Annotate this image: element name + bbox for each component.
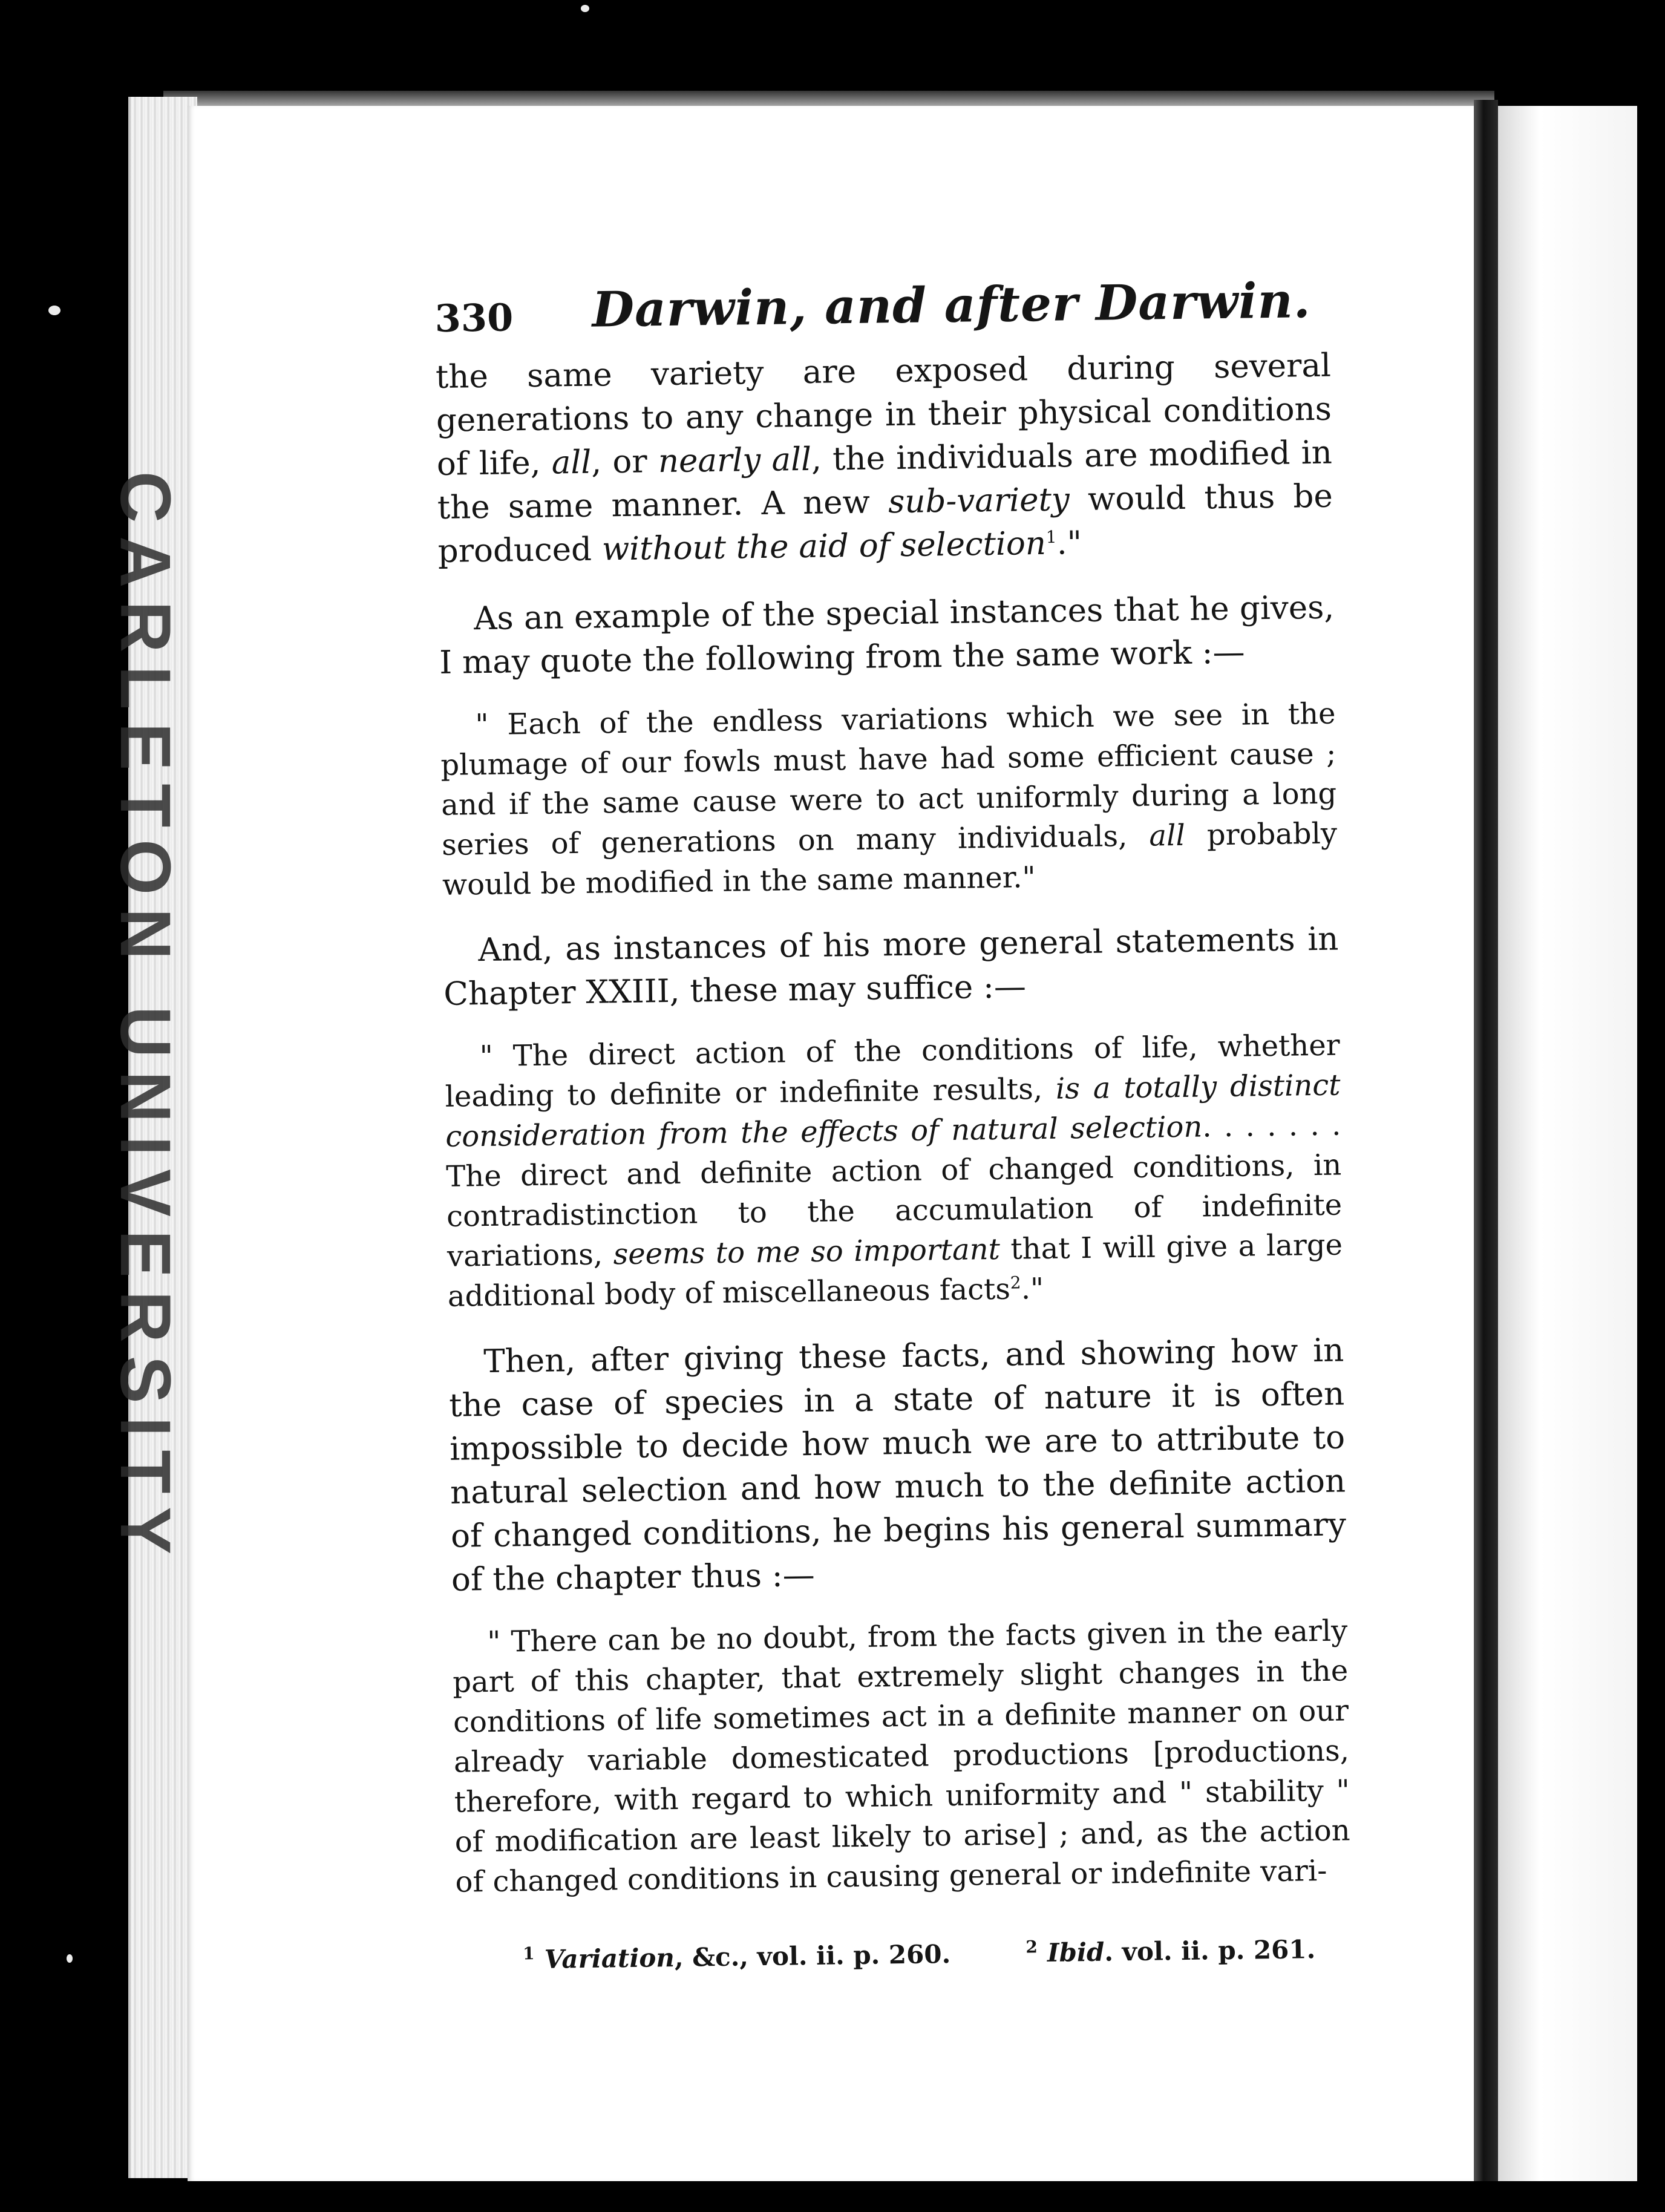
library-stamp <box>100 471 191 1568</box>
footnote-reference: 1 <box>1045 526 1057 548</box>
footnote <box>1025 1933 1315 1968</box>
text-run: ." <box>1021 1271 1044 1306</box>
footnote <box>523 1938 951 1974</box>
text-run: ." <box>1056 525 1082 562</box>
text-run: " The direct action of the conditions of life, whether leading to definite or indefinite results, <box>445 1028 1340 1114</box>
book-gutter <box>1474 100 1498 2181</box>
text-run: that I will give a large additional body of miscellaneous facts <box>447 1228 1343 1314</box>
block-quote: " There can be no doubt, from the facts given in the early part of this chapter, that extremely slight changes in the conditions of life sometimes act in a definite manner on our already variable domesticated productions [productions, therefore, with regard to which uniformity and " stability " of modification are least likely to arise] ; and, as the action of changed conditions in causing general or indefinite vari- <box>452 1614 1350 1899</box>
block-quote <box>444 1026 1343 1317</box>
paragraph: As an example of the special instances that he gives, I may quote the following from the same work :— <box>439 589 1335 681</box>
block-quote <box>440 694 1338 905</box>
italic-text: without the aid of selection <box>601 525 1047 568</box>
page-header <box>434 272 1330 356</box>
footnote-reference: 2 <box>1010 1272 1021 1293</box>
italic-text: seems to me so important <box>613 1232 1001 1272</box>
paragraph: Then, after giving these facts, and showing how in the case of species in a state of nature it is often impossible to decide how much we are to attribute to natural selection and how much to the definite action of changed conditions, he begins his general summary of the chapter thus :— <box>448 1332 1347 1598</box>
paragraph-continued <box>436 344 1334 574</box>
italic-text: is a totally distinct consideration from the effects of natural selection <box>445 1068 1341 1154</box>
running-head: Darwin, and after Darwin. <box>591 272 1312 338</box>
library-stamp-text: CARLETON UNIVERSITY <box>105 471 185 1568</box>
scan-speck <box>67 1954 73 1963</box>
footnote-marker: 2 <box>1025 1937 1038 1957</box>
footnote-marker: 1 <box>522 1943 535 1964</box>
italic-text: all <box>551 443 592 482</box>
page-text <box>434 272 1352 1975</box>
paragraph: And, as instances of his more general statements in Chapter XXIII, these may suffice :— <box>443 920 1339 1013</box>
text-run: , or <box>590 443 659 481</box>
page-number: 330 <box>434 295 514 341</box>
footnote-text: , &c., vol. ii. p. 260. <box>674 1939 951 1973</box>
scan-speck <box>48 306 61 315</box>
footnote-text: . vol. ii. p. 261. <box>1104 1934 1316 1967</box>
footnote-title: Ibid <box>1047 1937 1105 1968</box>
italic-text: nearly all <box>658 440 812 480</box>
text-run: . . . . . . . The direct and definite action of changed conditions, in contradistinction to the accumulation of indefinite variations, <box>445 1108 1343 1274</box>
text-run: would thus be produced <box>437 477 1333 570</box>
scan-speck <box>581 5 589 12</box>
italic-text: all <box>1149 818 1186 853</box>
text-run: , the individuals are modified in the same manner. A new <box>437 434 1333 526</box>
text-run: " Each of the endless variations which we see in the plumage of our fowls must have had some efficient cause ; and if the same cause were to act uniformly during a long series of generations on many individuals, <box>440 696 1337 862</box>
text-run: probably would be modified in the same manner." <box>442 816 1338 902</box>
footnote-title: Variation <box>544 1943 675 1974</box>
italic-text: sub-variety <box>888 481 1070 521</box>
facing-page-edge <box>1498 106 1637 2181</box>
text-run: the same variety are exposed during several generations to any change in their physical conditions of life, <box>435 347 1332 483</box>
